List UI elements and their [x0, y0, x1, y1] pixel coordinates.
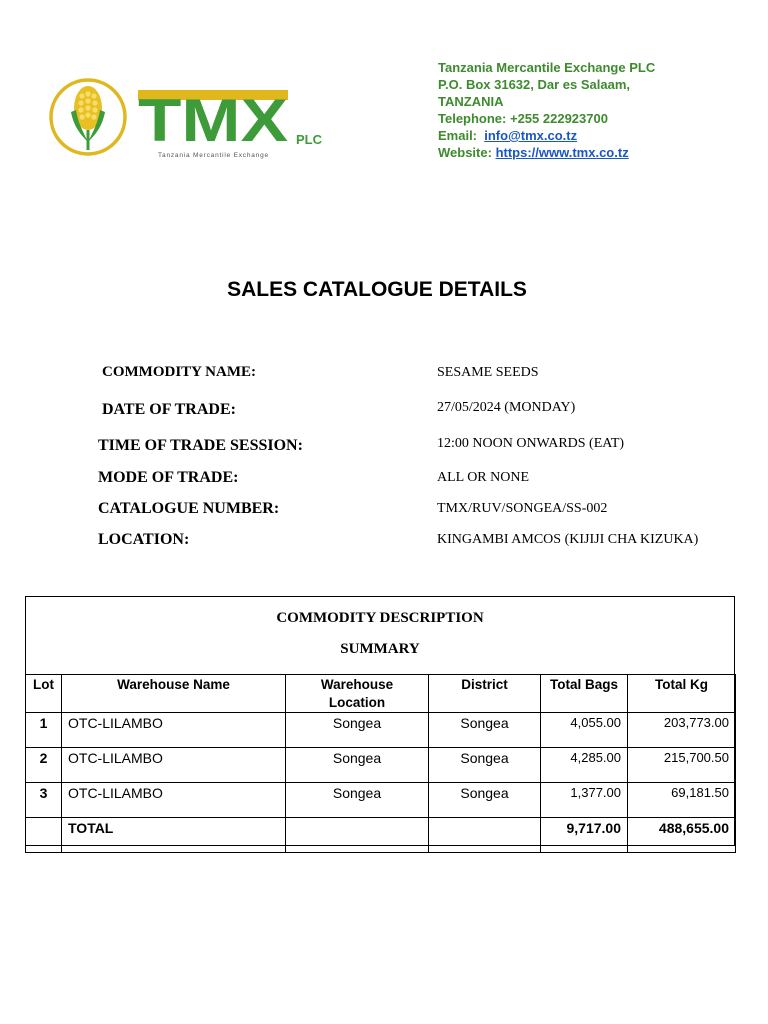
website-link[interactable]: https://www.tmx.co.tz	[495, 145, 629, 160]
summary-title: SUMMARY	[340, 641, 420, 657]
detail-label-commodity: COMMODITY NAME:	[102, 364, 257, 380]
table-header-row	[26, 675, 736, 713]
col-header-district: District	[429, 675, 541, 713]
cell-district: Songea	[429, 713, 541, 748]
cell-location: Songea	[286, 783, 429, 818]
email-label: Email:	[438, 128, 478, 143]
detail-value-time: 12:00 NOON ONWARDS (EAT)	[437, 436, 625, 451]
maize-kernels	[78, 91, 97, 119]
cell-total-bags: 9,717.00	[541, 818, 628, 853]
cell-district: Songea	[429, 748, 541, 783]
company-email-line	[438, 127, 758, 144]
company-po-box: P.O. Box 31632, Dar es Salaam,	[438, 77, 630, 92]
logo-wordmark: TMX	[138, 87, 288, 154]
summary-table	[25, 674, 736, 853]
table-total-row	[26, 818, 736, 853]
cell-warehouse: OTC-LILAMBO	[62, 783, 286, 818]
cell-total-empty	[286, 818, 429, 853]
table-row	[26, 748, 736, 783]
col-header-lot: Lot	[26, 675, 62, 713]
table-row	[26, 783, 736, 818]
detail-label-date: DATE OF TRADE:	[102, 401, 236, 418]
detail-value-catalogue: TMX/RUV/SONGEA/SS-002	[437, 501, 608, 516]
cell-lot: 3	[26, 783, 62, 818]
tmx-logo	[46, 70, 336, 166]
cell-bags: 4,285.00	[541, 748, 628, 783]
company-contact-block	[438, 59, 758, 161]
cell-kg: 215,700.50	[628, 748, 736, 783]
detail-label-time: TIME OF TRADE SESSION:	[98, 437, 303, 454]
col-header-warehouse-location: Warehouse Location	[286, 675, 429, 713]
logo-suffix: PLC	[296, 132, 322, 147]
commodity-description-title: COMMODITY DESCRIPTION	[276, 610, 484, 626]
cell-district: Songea	[429, 783, 541, 818]
cell-location: Songea	[286, 713, 429, 748]
cell-lot: 2	[26, 748, 62, 783]
cell-bags: 4,055.00	[541, 713, 628, 748]
cell-total-empty	[429, 818, 541, 853]
cell-bags: 1,377.00	[541, 783, 628, 818]
logo-tagline: Tanzania Mercantile Exchange	[158, 152, 269, 159]
col-header-warehouse-name: Warehouse Name	[62, 675, 286, 713]
cell-lot: 1	[26, 713, 62, 748]
website-label: Website:	[438, 145, 492, 160]
email-link[interactable]: info@tmx.co.tz	[484, 128, 578, 143]
detail-label-location: LOCATION:	[98, 531, 190, 548]
col-header-total-kg: Total Kg	[628, 675, 736, 713]
cell-location: Songea	[286, 748, 429, 783]
detail-label-catalogue: CATALOGUE NUMBER:	[98, 500, 280, 517]
detail-value-location: KINGAMBI AMCOS (KIJIJI CHA KIZUKA)	[437, 532, 699, 547]
col-header-total-bags: Total Bags	[541, 675, 628, 713]
detail-value-commodity: SESAME SEEDS	[437, 365, 539, 380]
company-country: TANZANIA	[438, 94, 504, 109]
company-website-line	[438, 144, 758, 161]
cell-warehouse: OTC-LILAMBO	[62, 713, 286, 748]
cell-warehouse: OTC-LILAMBO	[62, 748, 286, 783]
cell-total-kg: 488,655.00	[628, 818, 736, 853]
table-row	[26, 713, 736, 748]
document-title: SALES CATALOGUE DETAILS	[227, 278, 527, 301]
cell-total-label: TOTAL	[62, 818, 286, 853]
cell-kg: 69,181.50	[628, 783, 736, 818]
detail-value-date: 27/05/2024 (MONDAY)	[437, 400, 576, 415]
stalk	[87, 130, 90, 150]
company-name: Tanzania Mercantile Exchange PLC	[438, 60, 656, 75]
detail-label-mode: MODE OF TRADE:	[98, 469, 239, 486]
cell-kg: 203,773.00	[628, 713, 736, 748]
detail-value-mode: ALL OR NONE	[437, 470, 530, 485]
company-telephone: Telephone: +255 222923700	[438, 111, 608, 126]
cell-total-empty	[26, 818, 62, 853]
commodity-description-box	[25, 596, 735, 846]
